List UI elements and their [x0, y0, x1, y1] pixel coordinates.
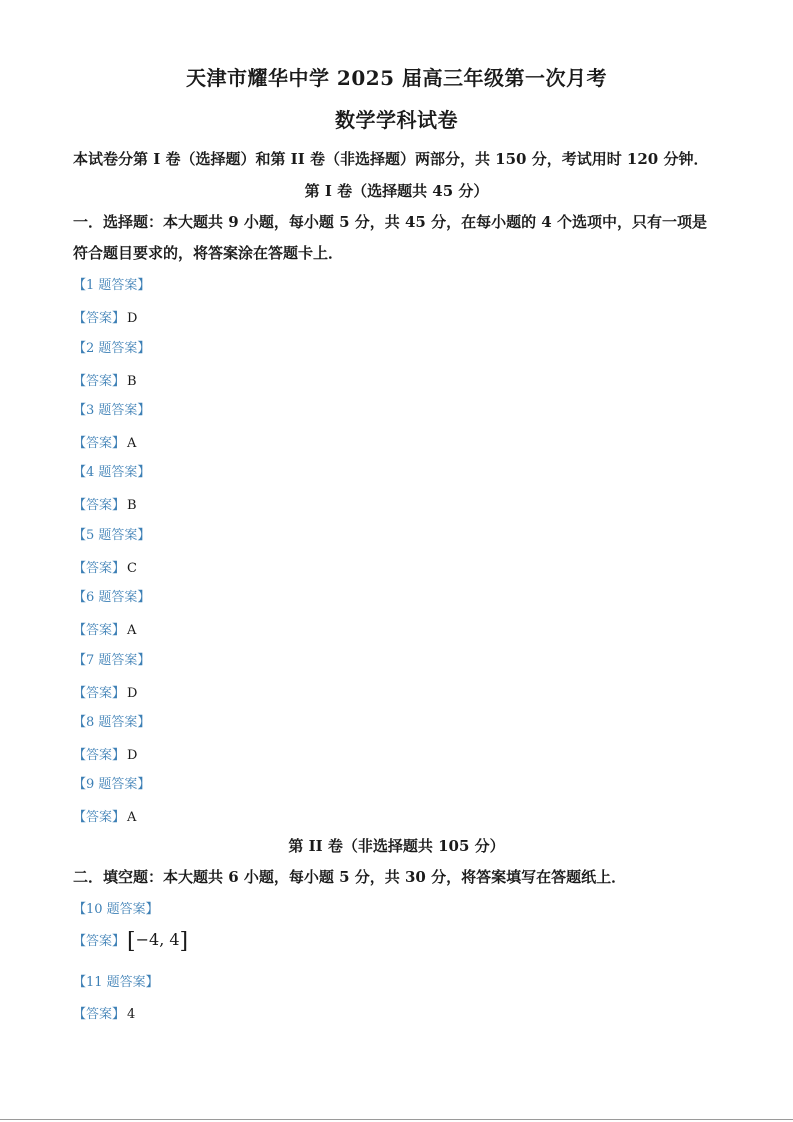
exam-title: 天津市耀华中学 2025 届高三年级第一次月考	[185, 66, 608, 90]
question-label: 【6 题答案】	[73, 590, 151, 605]
answer-tag: 【答案】	[73, 561, 126, 576]
question-label: 【11 题答案】	[73, 975, 159, 990]
answer-line	[73, 307, 137, 326]
interval-contents: −4, 4	[135, 930, 180, 949]
answer-value-interval: [−4, 4]	[127, 929, 189, 954]
answer-tag: 【答案】	[73, 934, 126, 949]
answer-tag: 【答案】	[73, 686, 126, 701]
answer-value: D	[127, 748, 138, 763]
answer-line	[73, 370, 137, 389]
page-bottom-rule	[0, 1119, 793, 1120]
part1-heading: 第 I 卷（选择题共 45 分）	[304, 182, 489, 200]
answer-line	[73, 682, 137, 701]
answer-tag: 【答案】	[73, 436, 126, 451]
answer-value: A	[127, 623, 137, 638]
question-label: 【3 题答案】	[73, 403, 151, 418]
answer-tag: 【答案】	[73, 1007, 126, 1022]
question-label: 【4 题答案】	[73, 465, 151, 480]
answer-value: B	[127, 498, 137, 513]
answer-line	[73, 557, 137, 576]
answer-line	[73, 744, 137, 763]
question-label: 【8 题答案】	[73, 715, 151, 730]
answer-tag: 【答案】	[73, 623, 126, 638]
question-label: 【7 题答案】	[73, 653, 151, 668]
part1-instruction-line2: 符合题目要求的，将答案涂在答题卡上．	[73, 244, 344, 262]
answer-line	[73, 494, 137, 513]
question-label: 【5 题答案】	[73, 528, 151, 543]
answer-value: D	[127, 686, 138, 701]
answer-value: D	[127, 311, 138, 326]
answer-value: B	[127, 374, 137, 389]
exam-intro: 本试卷分第 I 卷（选择题）和第 II 卷（非选择题）两部分，共 150 分，考试用时 120 分钟．	[73, 150, 709, 168]
answer-line	[73, 432, 136, 451]
answer-tag: 【答案】	[73, 311, 126, 326]
answer-line	[73, 1003, 135, 1022]
question-label: 【9 题答案】	[73, 777, 151, 792]
part1-instruction-line1: 一．选择题：本大题共 9 小题，每小题 5 分，共 45 分，在每小题的 4 个选项中，只有一项是	[73, 213, 707, 231]
answer-tag: 【答案】	[73, 748, 126, 763]
answer-value: 4	[127, 1007, 136, 1022]
answer-line	[73, 930, 188, 953]
question-label: 【2 题答案】	[73, 341, 151, 356]
question-label: 【10 题答案】	[73, 902, 159, 917]
part2-instruction: 二．填空题：本大题共 6 小题，每小题 5 分，共 30 分，将答案填写在答题纸上．	[73, 868, 627, 886]
answer-value: A	[127, 436, 137, 451]
answer-line	[73, 619, 136, 638]
answer-tag: 【答案】	[73, 810, 126, 825]
exam-subtitle: 数学学科试卷	[335, 108, 458, 132]
answer-tag: 【答案】	[73, 498, 126, 513]
part2-heading: 第 II 卷（非选择题共 105 分）	[288, 837, 505, 855]
question-label: 【1 题答案】	[73, 278, 151, 293]
answer-value: A	[127, 810, 137, 825]
answer-tag: 【答案】	[73, 374, 126, 389]
answer-line	[73, 806, 136, 825]
answer-value: C	[127, 561, 137, 576]
